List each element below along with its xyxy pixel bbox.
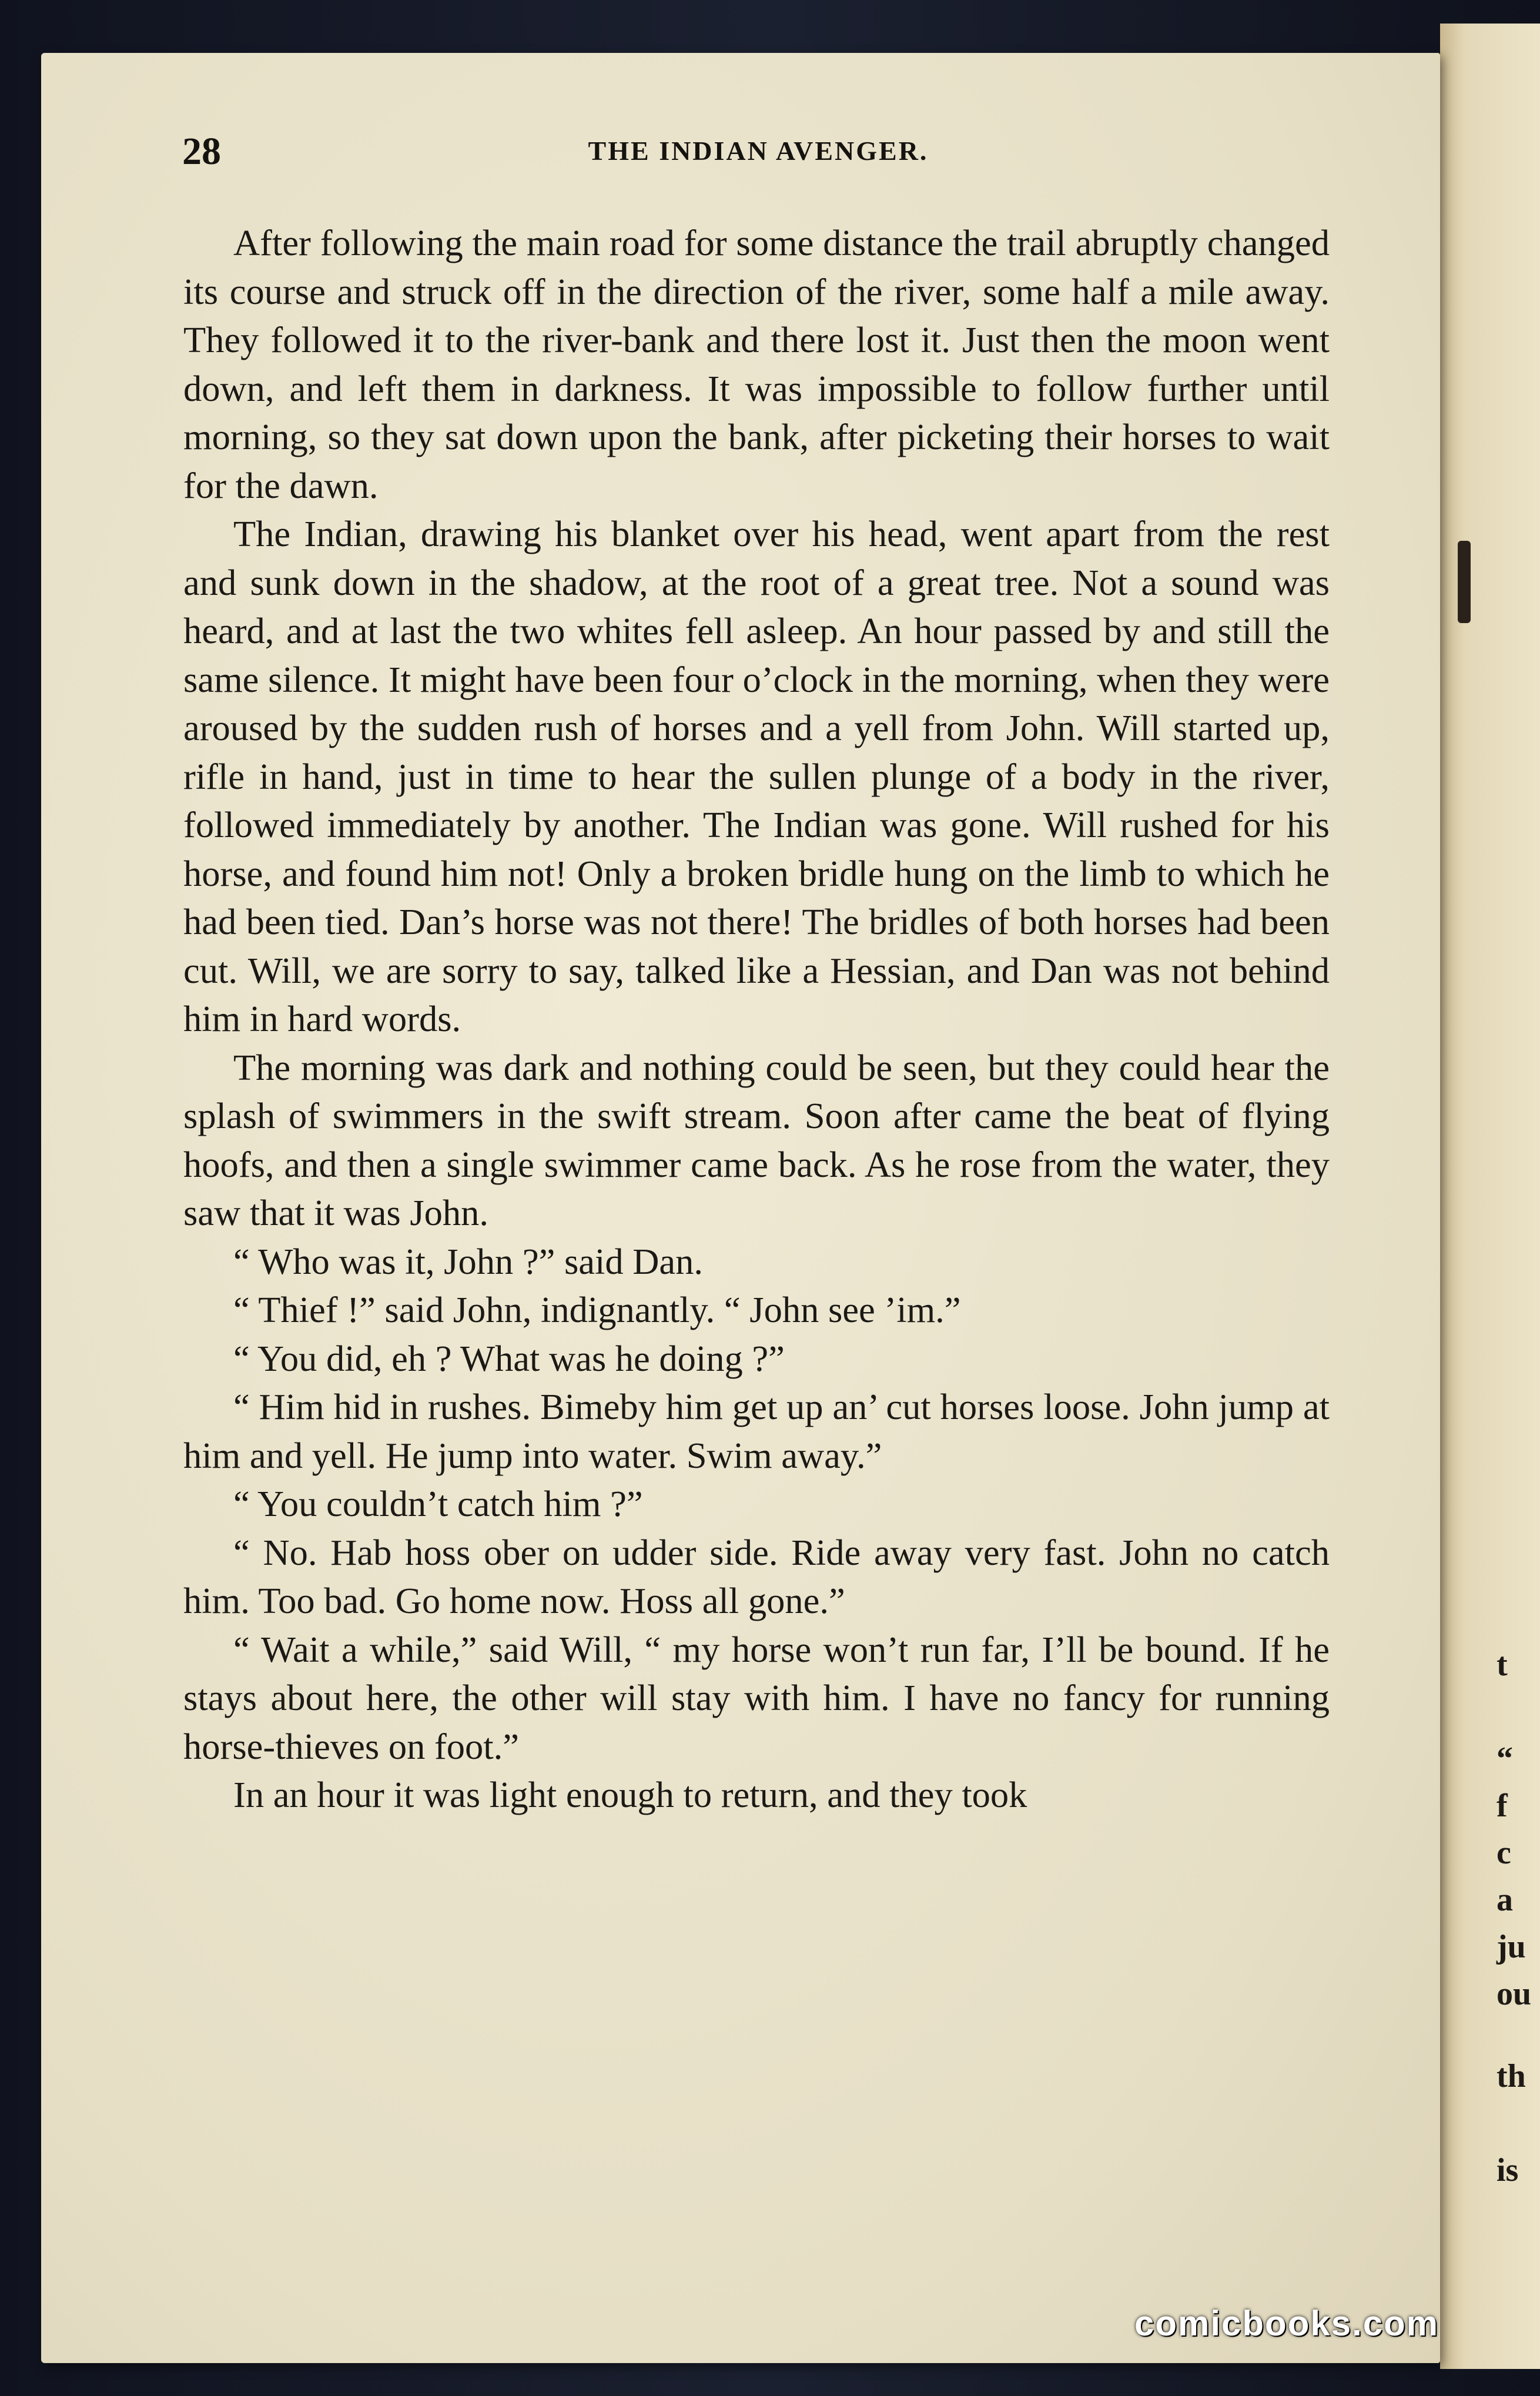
facing-page-edge — [1440, 24, 1540, 2369]
facing-page-fragment: c — [1497, 1835, 1511, 1871]
facing-page-fragment: is — [1497, 2152, 1519, 2188]
facing-page-fragment: “ — [1497, 1741, 1513, 1777]
facing-page-fragment: ou — [1497, 1976, 1532, 2012]
paragraph: “ You couldn’t catch him ?” — [233, 1483, 643, 1524]
paragraph: After following the main road for some distance the trail abruptly changed its course and struck off in the direction of the river, some half a mile away. They followed it to the river-bank and there lost it. Just then the moon went down, and left them in darkness. It was impossible to follow further until morning, so they sat down upon the bank, after picketing their horses to wait for the dawn. — [183, 222, 1330, 506]
paragraph: The Indian, drawing his blanket over his head, went apart from the rest and sunk down in the shadow, at the root of a great tree. Not a sound was heard, and at last the two whites fell asleep. An hour passed by and still the same silence. It might have been four o’clock in the morning, when they were aroused by the sudden rush of horses and a yell from John. Will started up, rifle in hand, just in time to hear the sullen plunge of a body in the river, followed immediately by another. The Indian was gone. Will rushed for his horse, and found him not! Only a broken bridle hung on the limb to which he had been tied. Dan’s horse was not there! The bridles of both horses had been cut. Will, we are sorry to say, talked like a Hessian, and Dan was not behind him in hard words. — [183, 513, 1330, 1039]
paragraph: “ Him hid in rushes. Bimeby him get up an’ cut horses loose. John jump at him and yell. He jump into water. Swim away.” — [183, 1386, 1330, 1476]
facing-page-fragment: ju — [1497, 1929, 1526, 1965]
paragraph: The morning was dark and nothing could be seen, but they could hear the splash of swimmers in the swift stream. Soon after came the beat of flying hoofs, and then a single swimmer came back. As he rose from the water, they saw that it was John. — [183, 1046, 1330, 1233]
running-head — [182, 129, 1334, 176]
facing-page-fragment: th — [1497, 2058, 1526, 2094]
watermark-logo: comicbooks.com — [1134, 2304, 1439, 2343]
facing-page-fragment: f — [1497, 1788, 1508, 1824]
paragraph: “ Wait a while,” said Will, “ my horse won’t run far, I’ll be bound. If he stays about here, the other will stay with him. I have no fancy for running horse-thieves on foot.” — [183, 1628, 1330, 1767]
paragraph: “ Who was it, John ?” said Dan. — [233, 1240, 704, 1282]
paragraph: “ Thief !” said John, indignantly. “ John see ’im.” — [233, 1289, 961, 1330]
body-text — [183, 219, 1330, 1819]
paragraph: “ You did, eh ? What was he doing ?” — [233, 1337, 785, 1379]
paragraph: In an hour it was light enough to return, and they took — [233, 1774, 1027, 1815]
facing-page-fragment: t — [1497, 1647, 1508, 1683]
binding-mark — [1458, 541, 1471, 623]
facing-page-fragment: a — [1497, 1882, 1513, 1918]
running-title: THE INDIAN AVENGER. — [588, 136, 929, 166]
page-number: 28 — [182, 130, 221, 173]
paragraph: “ No. Hab hoss ober on udder side. Ride away very fast. John no catch him. Too bad. Go home now. Hoss all gone.” — [183, 1531, 1330, 1621]
